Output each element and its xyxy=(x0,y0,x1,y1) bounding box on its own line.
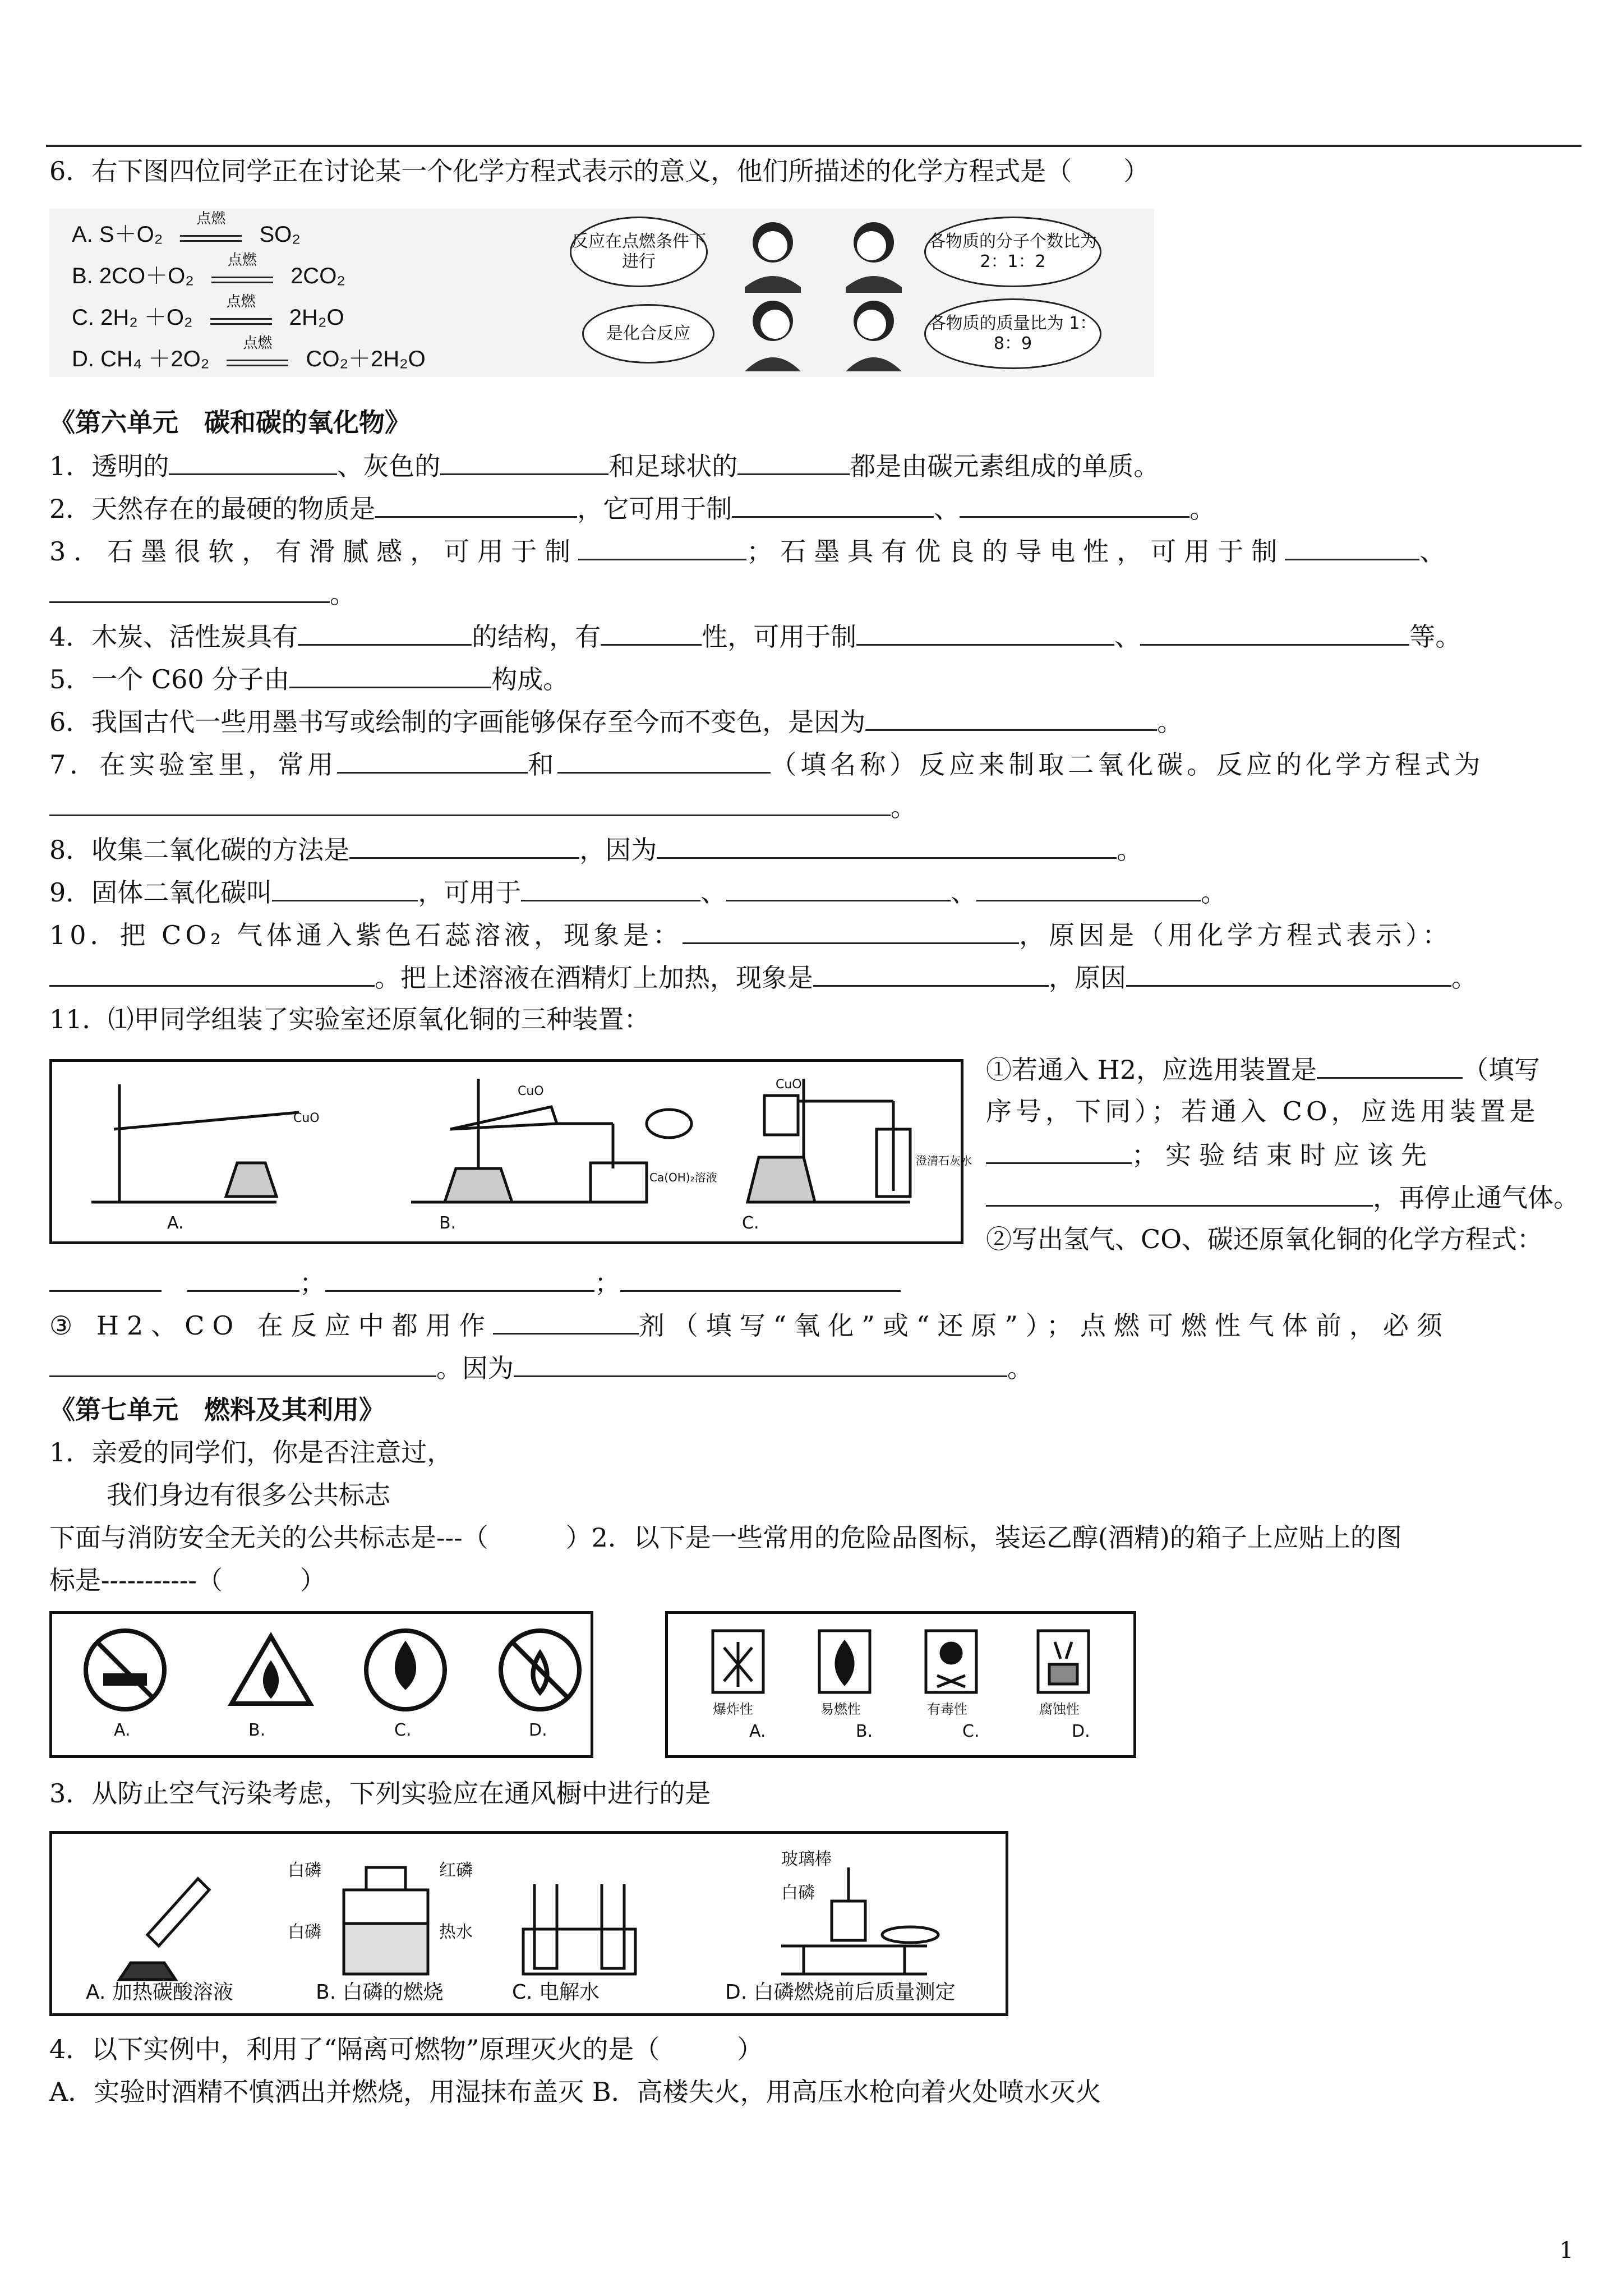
answer-blank[interactable] xyxy=(726,875,951,901)
text: 8．收集二氧化碳的方法是 xyxy=(49,835,350,865)
q11-r5: ②写出氢气、CO、碳还原氧化铜的化学方程式： xyxy=(986,1224,1543,1254)
q6-option-eq: 2H₂ ＋O₂ xyxy=(100,305,193,330)
q6-option-prod: 2CO₂ xyxy=(291,264,345,288)
text: 。 xyxy=(1117,835,1143,865)
q11-r2: 序号，下同）；若通入 CO，应选用装置是 xyxy=(986,1096,1539,1126)
u6-line-2 xyxy=(49,491,1215,525)
unit6-title: 《第六单元 碳和碳的氧化物》 xyxy=(49,407,411,438)
answer-blank[interactable] xyxy=(1140,619,1409,646)
hazard-name: 易燃性 xyxy=(820,1701,861,1717)
exp-c-label: C. 电解水 xyxy=(512,1981,600,2004)
u6-line-3b xyxy=(49,577,356,610)
exp-a-label: A. 加热碳酸溶液 xyxy=(86,1981,233,2004)
text: 等。 xyxy=(1409,622,1461,652)
u7-line-6: 4．以下实例中，利用了“隔离可燃物”原理灭火的是（ ） xyxy=(49,2034,763,2064)
q6-option-label: C. xyxy=(72,305,94,330)
text: 。 xyxy=(1157,707,1183,737)
apparatus-label-c: C. xyxy=(742,1213,759,1233)
u6-line-10b xyxy=(49,960,1477,994)
u6-line-4 xyxy=(49,619,1461,653)
u6-line-3 xyxy=(49,534,1453,568)
hazard-name: 腐蚀性 xyxy=(1039,1701,1080,1717)
u7-line-1: 1．亲爱的同学们，你是否注意过， xyxy=(49,1437,453,1467)
white-p-label: 白磷 xyxy=(288,1922,321,1942)
q6-option-prod: SO₂ xyxy=(259,222,301,247)
speech-bubble: 各物质的分子个数比为 2：1：2 xyxy=(924,217,1101,287)
q6-cond: 点燃 xyxy=(227,251,257,268)
q11-r3 xyxy=(986,1138,1435,1171)
q6-option-eq: 2CO＋O₂ xyxy=(99,264,194,288)
text: 、 xyxy=(1419,536,1454,567)
hazard-name: 爆炸性 xyxy=(713,1701,753,1717)
text: 。 xyxy=(1451,963,1477,993)
answer-blank[interactable] xyxy=(298,619,472,646)
speech-bubble: 反应在点燃条件下进行 xyxy=(570,217,708,287)
answer-blank[interactable] xyxy=(187,1266,299,1292)
header-rule xyxy=(46,145,1581,147)
text: 9．固体二氧化碳叫 xyxy=(49,877,273,908)
text: 和 xyxy=(528,749,558,780)
answer-blank[interactable] xyxy=(865,705,1157,731)
u7-line-3: 下面与消防安全无关的公共标志是---（ ）2．以下是一些常用的危险品图标，装运乙醇(酒精)的箱子上应贴上的图 xyxy=(49,1522,1402,1553)
text: 。 xyxy=(1189,494,1216,524)
text: ③ H2、CO 在反应中都用作 xyxy=(49,1310,493,1341)
q6-option-prod: 2H₂O xyxy=(289,305,344,330)
text: ；实验结束时应该先 xyxy=(1132,1140,1435,1170)
exp-b-label: B. 白磷的燃烧 xyxy=(316,1981,444,2004)
answer-blank[interactable] xyxy=(620,1266,901,1292)
exp-d-label: D. 白磷燃烧前后质量测定 xyxy=(725,1981,956,2004)
q6-option-label: B. xyxy=(72,264,93,288)
hazard-signs-figure xyxy=(665,1611,1136,1758)
white-p-label: 白磷 xyxy=(781,1883,815,1903)
text: 1．透明的 xyxy=(49,451,169,481)
answer-blank[interactable] xyxy=(732,491,934,518)
q11-r8 xyxy=(49,1351,1033,1384)
text: 6．我国古代一些用墨书写或绘制的字画能够保存至今而不变色，是因为 xyxy=(49,707,866,737)
q11-apparatus-figure xyxy=(49,1059,972,1244)
text: 、 xyxy=(934,494,960,524)
text: 构成。 xyxy=(491,664,569,694)
answer-blank[interactable] xyxy=(337,747,528,774)
sign-label: A. xyxy=(114,1720,131,1740)
answer-blank[interactable] xyxy=(986,1180,1373,1207)
text: （填写 xyxy=(1463,1055,1541,1085)
cuo-label: CuO xyxy=(776,1078,802,1092)
u6-line-6 xyxy=(49,705,1183,738)
answer-blank[interactable] xyxy=(578,534,746,560)
hazard-label: D. xyxy=(1072,1722,1090,1741)
answer-blank[interactable] xyxy=(601,619,702,646)
text: 。 xyxy=(1201,877,1227,908)
answer-blank[interactable] xyxy=(960,491,1189,518)
text: 10．把 CO₂ 气体通入紫色石蕊溶液，现象是： xyxy=(49,920,683,950)
text: ，因为 xyxy=(579,835,657,865)
answer-blank[interactable] xyxy=(976,875,1201,901)
u7-line-5: 3．从防止空气污染考虑，下列实验应在通风橱中进行的是 xyxy=(49,1778,711,1809)
text: 的结构，有 xyxy=(472,622,601,652)
u6-line-7 xyxy=(49,747,1484,781)
answer-blank[interactable] xyxy=(657,832,1117,859)
hazard-label: A. xyxy=(749,1722,766,1741)
text: 、灰色的 xyxy=(337,451,441,481)
text: 。因为 xyxy=(436,1353,514,1383)
cuo-label: CuO xyxy=(518,1084,544,1098)
answer-blank[interactable] xyxy=(49,790,891,816)
public-signs-icons xyxy=(52,1614,585,1749)
q6-option-prod: CO₂＋2H₂O xyxy=(306,347,426,371)
public-signs-figure xyxy=(49,1611,593,1758)
text: ，原因是（用化学方程式表示）： xyxy=(1019,920,1453,950)
text: 、 xyxy=(1114,622,1141,652)
sign-label: D. xyxy=(529,1720,547,1740)
text: 2．天然存在的最硬的物质是 xyxy=(49,494,376,524)
speech-bubble: 各物质的质量比为 1：8：9 xyxy=(924,298,1101,369)
u6-line-9 xyxy=(49,875,1227,909)
answer-blank[interactable] xyxy=(856,619,1114,646)
apparatus-label-a: A. xyxy=(167,1213,184,1233)
hot-water-label: 热水 xyxy=(439,1922,473,1942)
text: 剂（填写“氧化”或“还原”）；点燃可燃性气体前，必须 xyxy=(638,1310,1450,1341)
text: ；石墨具有优良的导电性，可用于制 xyxy=(746,536,1285,567)
answer-blank[interactable] xyxy=(169,449,337,475)
q6-option-eq: S＋O₂ xyxy=(99,222,163,247)
answer-blank[interactable] xyxy=(440,449,608,475)
speech-bubble: 是化合反应 xyxy=(582,304,714,364)
answer-blank[interactable] xyxy=(1285,534,1419,560)
q11-r4 xyxy=(986,1180,1579,1214)
text: （填名称）反应来制取二氧化碳。反应的化学方程式为 xyxy=(771,749,1484,780)
answer-blank[interactable] xyxy=(375,491,577,518)
u7-line-7: A．实验时酒精不慎洒出并燃烧，用湿抹布盖灭 B．高楼失火，用高压水枪向着火处喷水灭火 xyxy=(49,2077,1101,2107)
answer-blank[interactable] xyxy=(493,1308,639,1335)
answer-blank[interactable] xyxy=(521,875,700,901)
text: ，再停止通气体。 xyxy=(1373,1182,1579,1213)
text: ，它可用于制 xyxy=(577,494,732,524)
text: 都是由碳元素组成的单质。 xyxy=(850,451,1160,481)
answer-blank[interactable] xyxy=(325,1266,594,1292)
q6-cond: 点燃 xyxy=(243,334,273,351)
text: ①若通入 H2，应选用装置是 xyxy=(986,1055,1317,1085)
text: 3．石墨很软，有滑腻感，可用于制 xyxy=(49,536,579,567)
u6-line-7b xyxy=(49,790,916,823)
text: 。 xyxy=(330,579,356,609)
u6-line-1 xyxy=(49,449,1159,482)
white-p-label: 白磷 xyxy=(288,1861,321,1880)
answer-blank[interactable] xyxy=(737,449,850,475)
u7-line-4: 标是-----------（ ） xyxy=(49,1565,326,1595)
q11-r7 xyxy=(49,1308,1450,1342)
answer-blank[interactable] xyxy=(289,662,491,688)
q6-option-label: D. xyxy=(72,347,94,371)
reduction-apparatus xyxy=(52,1062,955,1236)
experiments-figure xyxy=(49,1831,1008,2016)
text: 5．一个 C60 分子由 xyxy=(49,664,290,694)
lime-water-label: 澄清石灰水 xyxy=(916,1154,972,1167)
hazard-name: 有毒性 xyxy=(927,1701,967,1717)
answer-blank[interactable] xyxy=(813,960,1049,987)
answer-blank[interactable] xyxy=(49,1266,162,1292)
answer-blank[interactable] xyxy=(1317,1052,1463,1079)
hazard-signs-icons xyxy=(668,1614,1128,1749)
q6-figure xyxy=(49,209,1154,377)
answer-blank[interactable] xyxy=(349,832,579,859)
answer-blank[interactable] xyxy=(1126,960,1451,987)
text: 。 xyxy=(1007,1353,1033,1383)
text: 性，可用于制 xyxy=(702,622,857,652)
u6-line-8 xyxy=(49,832,1142,866)
answer-blank[interactable] xyxy=(986,1138,1132,1164)
u7-line-2: 我们身边有很多公共标志 xyxy=(107,1480,390,1510)
cuo-label: CuO xyxy=(293,1111,320,1125)
answer-blank[interactable] xyxy=(49,577,330,603)
answer-blank[interactable] xyxy=(49,1351,436,1377)
text: ； xyxy=(299,1268,325,1298)
apparatus-label-b: B. xyxy=(439,1213,457,1233)
red-p-label: 红磷 xyxy=(439,1861,473,1880)
text: 、 xyxy=(951,877,977,908)
text: ，可用于 xyxy=(418,877,522,908)
text: 。把上述溶液在酒精灯上加热，现象是 xyxy=(375,963,813,993)
answer-blank[interactable] xyxy=(683,918,1019,944)
hazard-label: B. xyxy=(856,1722,873,1741)
text: 。 xyxy=(891,792,916,822)
students-illustration xyxy=(722,209,924,377)
glass-rod-label: 玻璃棒 xyxy=(781,1849,832,1869)
hazard-label: C. xyxy=(962,1722,980,1741)
q6-cond: 点燃 xyxy=(196,210,226,227)
text: 7．在实验室里，常用 xyxy=(49,749,338,780)
unit7-title: 《第七单元 燃料及其利用》 xyxy=(49,1395,385,1425)
u6-line-10 xyxy=(49,918,1452,951)
q6-cond: 点燃 xyxy=(226,293,256,310)
text: ，原因 xyxy=(1049,963,1126,993)
q11-r6 xyxy=(49,1266,901,1299)
u6-line-11: 11．⑴甲同学组装了实验室还原氧化铜的三种装置： xyxy=(49,1004,650,1034)
q6-option-eq: CH₄ ＋2O₂ xyxy=(100,347,210,371)
q11-r1 xyxy=(986,1052,1540,1086)
caoh-label: Ca(OH)₂溶液 xyxy=(649,1171,717,1184)
page-number: 1 xyxy=(1559,2238,1574,2263)
answer-blank[interactable] xyxy=(557,747,771,774)
sign-label: B. xyxy=(248,1720,266,1740)
sign-label: C. xyxy=(394,1720,412,1740)
q6-intro: 6．右下图四位同学正在讨论某一个化学方程式表示的意义，他们所描述的化学方程式是（ ） xyxy=(49,156,1150,186)
text: ； xyxy=(594,1268,620,1298)
text: 和足球状的 xyxy=(608,451,738,481)
answer-blank[interactable] xyxy=(514,1351,1007,1377)
answer-blank[interactable] xyxy=(272,875,418,901)
text: 、 xyxy=(700,877,727,908)
text: 4．木炭、活性炭具有 xyxy=(49,622,298,652)
answer-blank[interactable] xyxy=(49,960,375,987)
q6-option-label: A. xyxy=(72,222,93,247)
u6-line-5 xyxy=(49,662,569,696)
